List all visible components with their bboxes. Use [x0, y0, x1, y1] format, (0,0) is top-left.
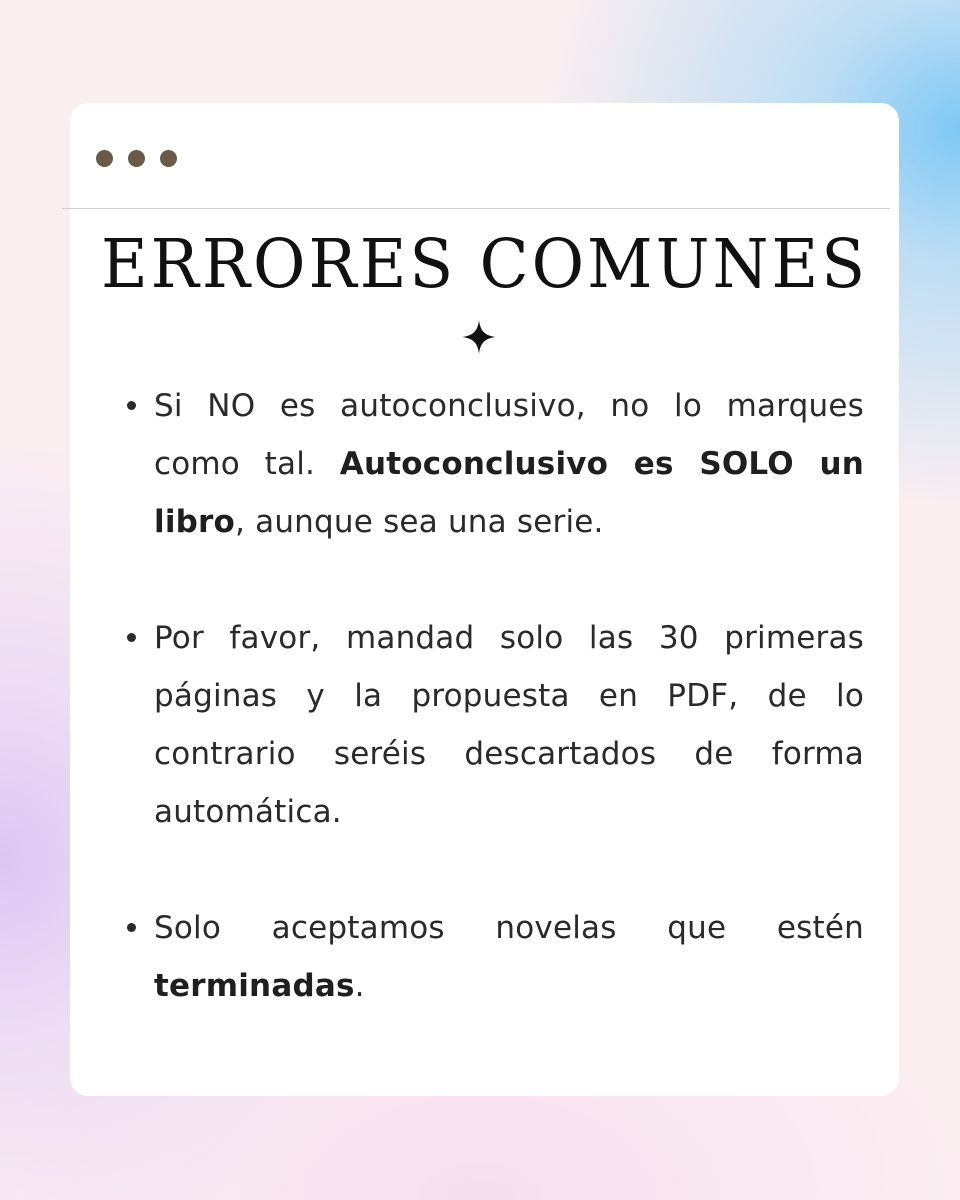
- item-text-bold: Autoconclusivo es SOLO un libro: [154, 446, 864, 540]
- list-item: [154, 377, 864, 551]
- window-dot: [128, 150, 145, 167]
- window-dots: [96, 150, 177, 167]
- errors-list: [154, 377, 864, 1015]
- sparkle-icon: [461, 319, 497, 355]
- list-item: [154, 899, 864, 1015]
- window-dot: [96, 150, 113, 167]
- content-card: [70, 103, 899, 1096]
- item-text-bold: terminadas: [154, 968, 355, 1004]
- bullet-icon: [127, 923, 136, 932]
- bullet-icon: [127, 633, 136, 642]
- item-text: Solo aceptamos novelas que estén: [154, 910, 864, 946]
- list-item: [154, 609, 864, 841]
- window-dot: [160, 150, 177, 167]
- item-text: , aunque sea una serie.: [235, 504, 604, 540]
- item-text: Por favor, mandad solo las 30 primeras páginas y la propuesta en PDF, de lo contrario seréis descartados de forma automática.: [154, 620, 864, 830]
- item-text: Si NO es autoconclusivo, no lo marques como tal.: [154, 388, 864, 482]
- item-text: .: [354, 968, 365, 1004]
- bullet-icon: [127, 401, 136, 410]
- header-divider: [62, 208, 890, 209]
- page-title: ERRORES COMUNES: [100, 226, 869, 304]
